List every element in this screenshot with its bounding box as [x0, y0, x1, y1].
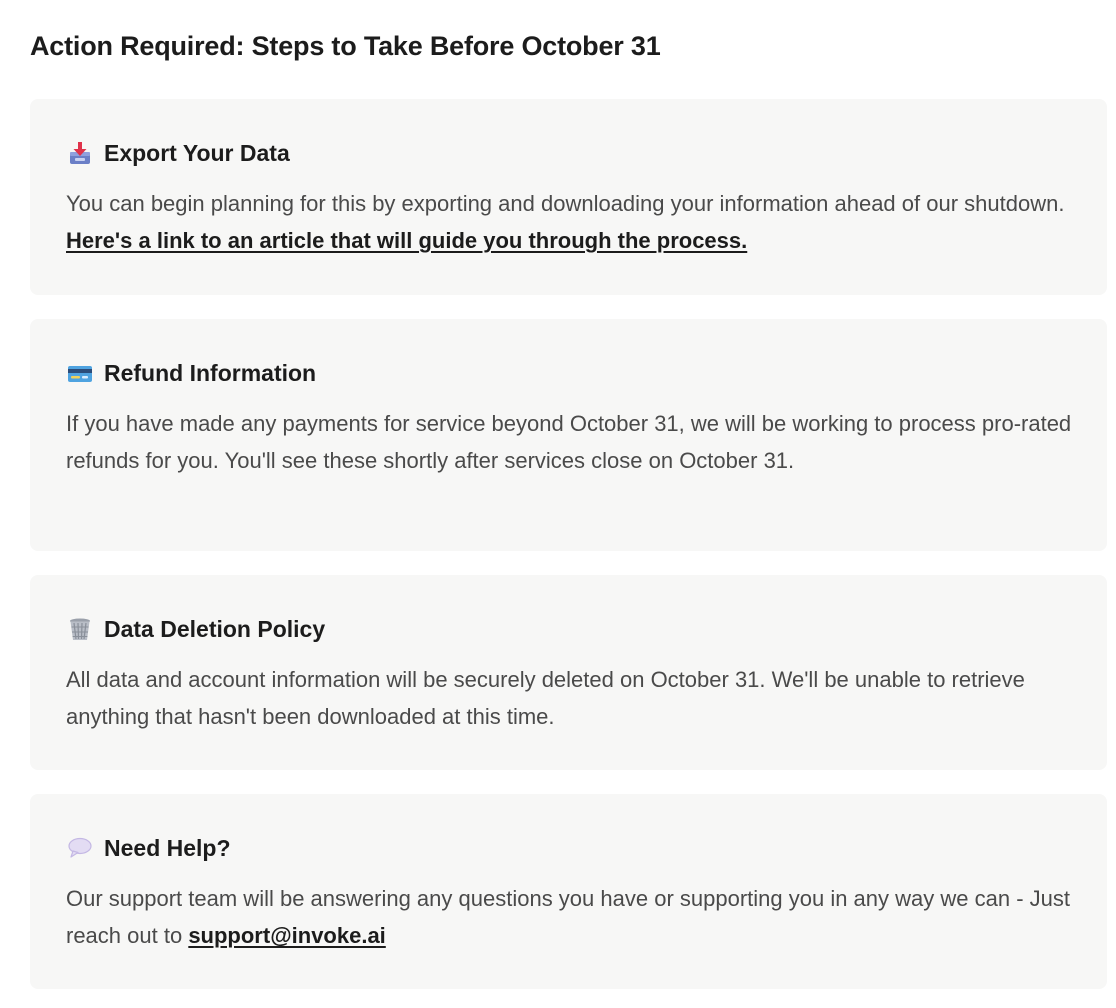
card-body [66, 405, 1076, 479]
card-need-help [30, 794, 1107, 989]
wastebasket-icon [66, 615, 94, 643]
card-title: Refund Information [104, 360, 317, 386]
card-body-text: You can begin planning for this by exporting and downloading your information ahead of our shutdown. [66, 191, 1065, 216]
card-header [66, 358, 316, 388]
card-body [66, 661, 1076, 735]
inbox-tray-icon [66, 139, 94, 167]
card-body [66, 880, 1076, 954]
card-header [66, 614, 325, 644]
credit-card-icon [66, 359, 94, 387]
card-title: Export Your Data [104, 140, 290, 166]
card-body-text: All data and account information will be securely deleted on October 31. We'll be unable to retrieve anything that hasn't been downloaded at this time. [66, 667, 1025, 729]
card-data-deletion-policy [30, 575, 1107, 770]
card-refund-information [30, 319, 1107, 551]
card-header [66, 833, 231, 863]
speech-balloon-icon [66, 834, 94, 862]
card-title: Data Deletion Policy [104, 616, 326, 642]
card-export-data [30, 99, 1107, 295]
support-email-link[interactable]: support@invoke.ai [188, 923, 386, 948]
card-body-text: If you have made any payments for service beyond October 31, we will be working to process pro-rated refunds for you. You'll see these shortly after services close on October 31. [66, 411, 1072, 473]
card-header [66, 138, 290, 168]
page-title: Action Required: Steps to Take Before October 31 [30, 31, 661, 61]
card-body [66, 185, 1076, 259]
card-title: Need Help? [104, 835, 231, 861]
export-guide-link[interactable]: Here's a link to an article that will guide you through the process. [66, 228, 748, 253]
card-body-text: Our support team will be answering any questions you have or supporting you in any way we can - Just reach out to [66, 886, 1070, 948]
